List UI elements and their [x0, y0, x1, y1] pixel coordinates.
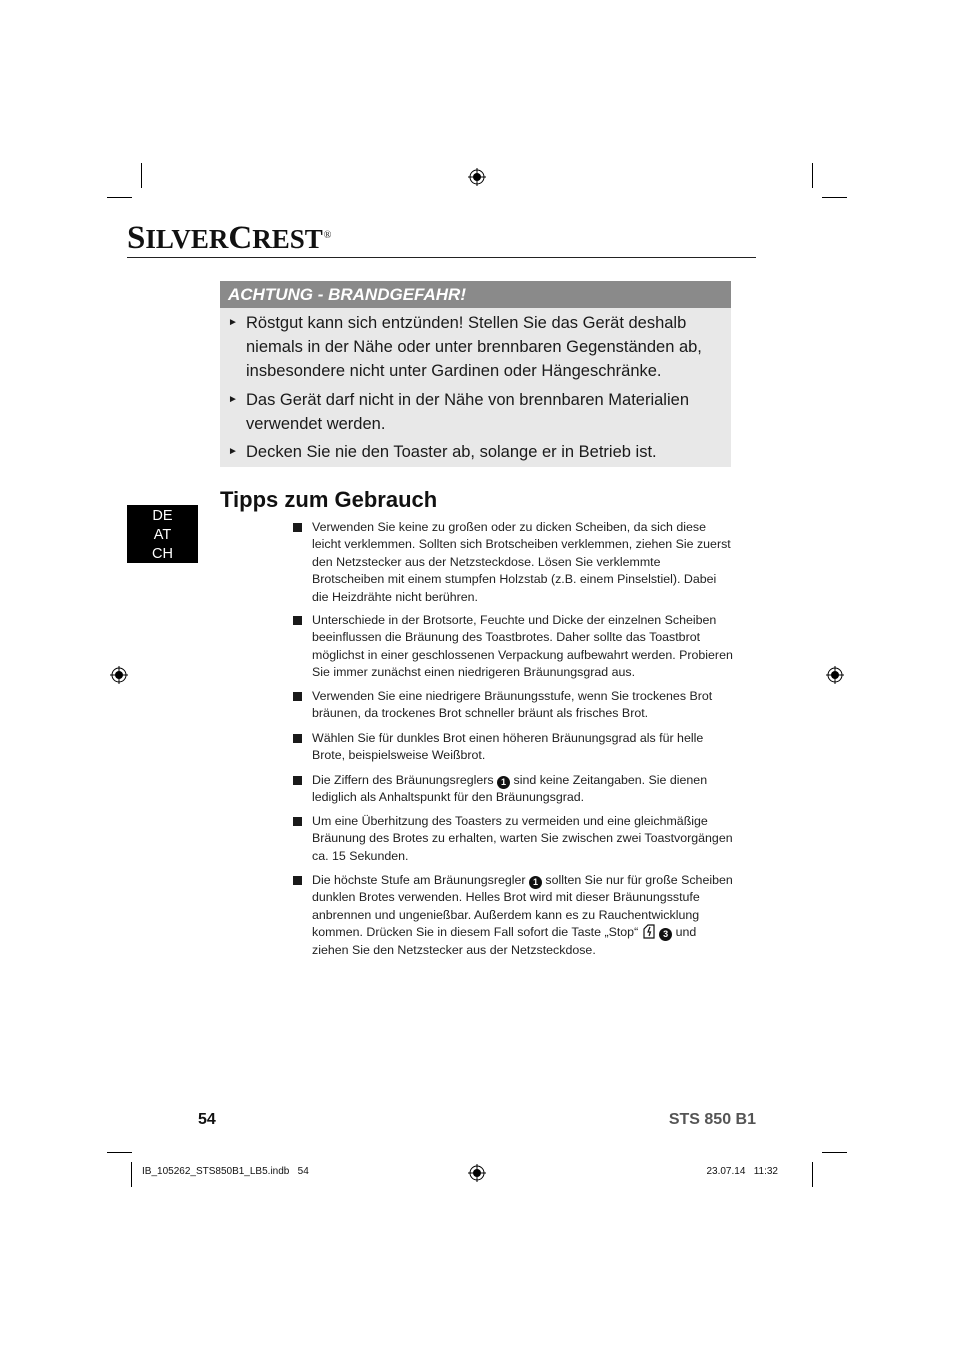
stop-button-icon — [642, 924, 656, 939]
bullet-square-icon — [293, 876, 302, 885]
reference-number: 3 — [659, 928, 672, 941]
warning-item: ► Röstgut kann sich entzünden! Stellen Sie das Gerät deshalb niemals in der Nähe oder unter brennbaren Gegenständen ab, insbesondere nicht unter Gardinen oder Hängeschränke. — [228, 311, 724, 383]
header-rule — [127, 257, 756, 258]
crop-mark — [107, 1152, 132, 1153]
warning-item: ► Decken Sie nie den Toaster ab, solange er in Betrieb ist. — [228, 440, 724, 464]
list-item: Die höchste Stufe am Bräunungsregler 1 sollten Sie nur für große Scheiben dunklen Brotes verwenden. Helles Brot wird mit dieser Bräunungsstufe anbrennen und ungenießbar. Außerdem kann es zu Rauchentwicklung kommen. Drücken Sie in diesem Fall sofort die Taste „Stop“ 3 und ziehen Sie den Netzstecker aus der Netzsteckdose. — [293, 872, 733, 959]
crop-mark — [812, 1162, 813, 1187]
bullet-square-icon — [293, 734, 302, 743]
bullet-square-icon — [293, 692, 302, 701]
model-number: STS 850 B1 — [668, 1111, 756, 1128]
bullet-square-icon — [293, 523, 302, 532]
crop-mark — [822, 197, 847, 198]
page-number: 54 — [198, 1111, 216, 1128]
bullet-square-icon — [293, 817, 302, 826]
arrow-right-icon: ► — [228, 317, 238, 328]
registration-mark-icon — [468, 1164, 486, 1182]
brand-logo: SILVERCREST® — [127, 220, 332, 256]
bullet-square-icon — [293, 776, 302, 785]
warning-item: ► Das Gerät darf nicht in der Nähe von brennbaren Materialien verwendet werden. — [228, 388, 724, 436]
language-tab: DE AT CH — [127, 505, 198, 563]
print-datetime: 23.07.14 11:32 — [706, 1166, 778, 1177]
arrow-right-icon: ► — [228, 394, 238, 405]
reference-number: 1 — [529, 876, 542, 889]
warning-heading: ACHTUNG - BRANDGEFAHR! — [220, 281, 731, 308]
registration-mark-icon — [110, 666, 128, 684]
crop-mark — [131, 1162, 132, 1187]
list-item: Die Ziffern des Bräunungsreglers 1 sind keine Zeitangaben. Sie dienen lediglich als Anhaltspunkt für den Bräunungsgrad. — [293, 772, 733, 807]
reference-number: 1 — [497, 776, 510, 789]
registration-mark-icon — [468, 168, 486, 186]
crop-mark — [107, 197, 132, 198]
list-item: Wählen Sie für dunkles Brot einen höheren Bräunungsgrad als für helle Brote, beispielsweise Weißbrot. — [293, 730, 733, 765]
list-item: Verwenden Sie keine zu großen oder zu dicken Scheiben, da sich diese leicht verklemmen. Sollten sich Brotscheiben verklemmen, ziehen Sie zuerst den Netzstecker aus der Netzsteckdose. Lösen Sie verklemmte Brotscheiben mit einem stumpfen Holzstab (z.B. einem Pinselstiel). Dabei die Heizdrähte nicht berühren. — [293, 519, 733, 606]
file-slug: IB_105262_STS850B1_LB5.indb 54 — [142, 1166, 309, 1177]
bullet-square-icon — [293, 616, 302, 625]
arrow-right-icon: ► — [228, 446, 238, 457]
list-item: Um eine Überhitzung des Toasters zu vermeiden und eine gleichmäßige Bräunung des Brotes zu erhalten, warten Sie zwischen zwei Toastvorgängen ca. 15 Sekunden. — [293, 813, 733, 865]
registration-mark-icon — [826, 666, 844, 684]
crop-mark — [812, 163, 813, 188]
list-item: Verwenden Sie eine niedrigere Bräunungsstufe, wenn Sie trockenes Brot bräunen, da trockenes Brot schneller bräunt als frisches Brot. — [293, 688, 733, 723]
list-item: Unterschiede in der Brotsorte, Feuchte und Dicke der einzelnen Scheiben beeinflussen die Bräunung des Toastbrotes. Daher sollte das Toastbrot möglichst in einer geschlossenen Verpackung aufbewahrt werden. Probieren Sie immer zunächst einen niedrigeren Bräunungsgrad aus. — [293, 612, 733, 682]
crop-mark — [141, 163, 142, 188]
section-title: Tipps zum Gebrauch — [220, 487, 438, 512]
crop-mark — [822, 1152, 847, 1153]
